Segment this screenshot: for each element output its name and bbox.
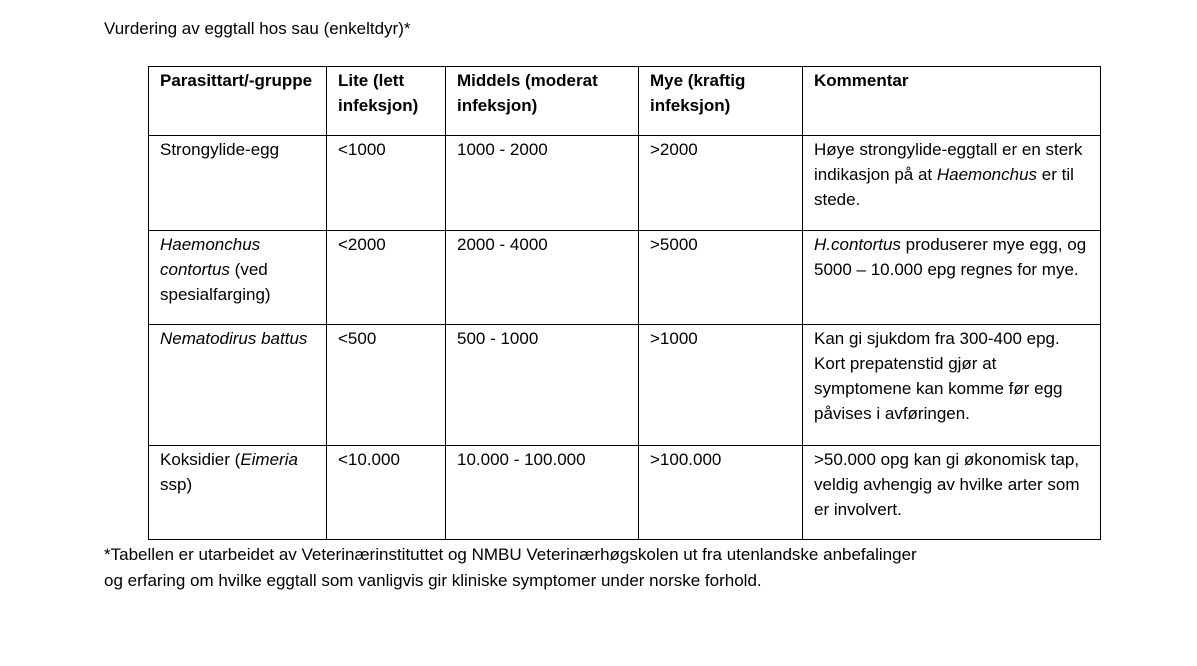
- comment-text-after: er til stede.: [814, 165, 1074, 209]
- cell-parasite: [149, 325, 327, 446]
- parasite-italic: Nematodirus battus: [160, 329, 308, 348]
- cell-mye: >100.000: [639, 446, 803, 540]
- cell-middels: 500 - 1000: [446, 325, 639, 446]
- parasite-text-after: ssp): [160, 475, 193, 494]
- cell-comment: [803, 325, 1101, 446]
- parasite-text: Koksidier (: [160, 450, 241, 469]
- cell-lite: <1000: [327, 136, 446, 231]
- comment-text-after: produserer mye egg, og 5000 – 10.000 epg regnes for mye.: [814, 235, 1087, 279]
- cell-middels: 10.000 - 100.000: [446, 446, 639, 540]
- comment-italic: H.contortus: [814, 235, 901, 254]
- table-row: [149, 231, 1101, 325]
- cell-mye: >5000: [639, 231, 803, 325]
- header-kommentar: Kommentar: [803, 67, 1101, 136]
- header-mye: Mye (kraftig infeksjon): [639, 67, 803, 136]
- cell-comment: [803, 231, 1101, 325]
- cell-parasite: [149, 136, 327, 231]
- cell-lite: <2000: [327, 231, 446, 325]
- cell-middels: 1000 - 2000: [446, 136, 639, 231]
- cell-mye: >2000: [639, 136, 803, 231]
- comment-text: >50.000 opg kan gi økonomisk tap, veldig avhengig av hvilke arter som er involvert.: [814, 450, 1080, 519]
- parasite-italic: Haemonchus contortus: [160, 235, 261, 279]
- header-middels: Middels (moderat infeksjon): [446, 67, 639, 136]
- parasite-italic: Eimeria: [240, 450, 298, 469]
- table-row: [149, 325, 1101, 446]
- comment-text: Høye strongylide-eggtall er en sterk indikasjon på at: [814, 140, 1083, 184]
- document-title: Vurdering av eggtall hos sau (enkeltdyr)*: [104, 19, 411, 38]
- footnote: [104, 542, 1104, 594]
- egg-count-table: [148, 66, 1101, 540]
- table-row: [149, 136, 1101, 231]
- cell-middels: 2000 - 4000: [446, 231, 639, 325]
- table-header-row: [149, 67, 1101, 136]
- cell-lite: <500: [327, 325, 446, 446]
- table-row: [149, 446, 1101, 540]
- footnote-line-1: *Tabellen er utarbeidet av Veterinærinstituttet og NMBU Veterinærhøgskolen ut fra utenlandske anbefalinger: [104, 545, 917, 564]
- cell-mye: >1000: [639, 325, 803, 446]
- cell-lite: <10.000: [327, 446, 446, 540]
- cell-comment: [803, 136, 1101, 231]
- cell-comment: [803, 446, 1101, 540]
- comment-italic: Haemonchus: [936, 165, 1038, 184]
- footnote-line-2: og erfaring om hvilke eggtall som vanligvis gir kliniske symptomer under norske forhold.: [104, 571, 762, 590]
- cell-parasite: [149, 231, 327, 325]
- comment-text: Kan gi sjukdom fra 300-400 epg. Kort prepatenstid gjør at symptomene kan komme før egg påvises i avføringen.: [814, 329, 1063, 423]
- header-parasite: Parasittart/-gruppe: [149, 67, 327, 136]
- parasite-text-after: (ved spesialfarging): [160, 260, 271, 304]
- parasite-text: Strongylide-egg: [160, 140, 280, 159]
- header-lite: Lite (lett infeksjon): [327, 67, 446, 136]
- cell-parasite: [149, 446, 327, 540]
